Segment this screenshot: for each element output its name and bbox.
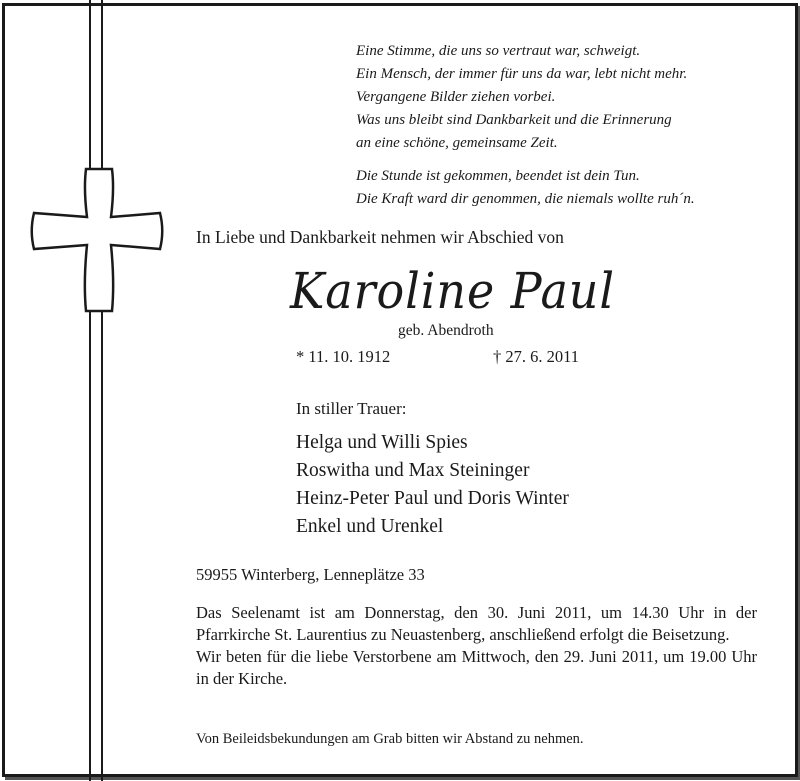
poem-line: Eine Stimme, die uns so vertraut war, schweigt. [356,43,641,59]
mourner: Enkel und Urenkel [296,516,444,537]
service-paragraph: Wir beten für die liebe Verstorbene am Mittwoch, den 29. Juni 2011, um 19.00 Uhr in der Kirche. [196,647,757,688]
vertical-line-right [101,0,103,781]
mourner: Heinz-Peter Paul und Doris Winter [296,488,569,509]
intro-text: In Liebe und Dankbarkeit nehmen wir Abschied von [196,227,564,247]
address: 59955 Winterberg, Lenneplätze 33 [196,565,425,584]
service-paragraph: Das Seelenamt ist am Donnerstag, den 30. Juni 2011, um 14.30 Uhr in der Pfarrkirche St. Laurentius zu Neuastenberg, anschließend erfolgt die Beisetzung. [196,603,757,644]
service-info [196,602,757,690]
mourners-list [296,429,569,541]
poem-line: Die Kraft ward dir genommen, die niemals wollte ruh´n. [356,191,695,207]
poem-line: Was uns bleibt sind Dankbarkeit und die Erinnerung [356,112,672,128]
deceased-name: Karoline Paul [290,262,615,320]
poem-line: Ein Mensch, der immer für uns da war, lebt nicht mehr. [356,66,688,82]
cross-icon [28,165,168,315]
poem [356,40,695,211]
footer-note: Von Beileidsbekundungen am Grab bitten wir Abstand zu nehmen. [196,731,584,747]
vertical-line-left [89,0,91,781]
born-name: geb. Abendroth [398,322,494,339]
poem-line: Die Stunde ist gekommen, beendet ist dein Tun. [356,168,640,184]
mourner: Helga und Willi Spies [296,432,468,453]
poem-line: Vergangene Bilder ziehen vorbei. [356,89,556,105]
mourner: Roswitha und Max Steininger [296,460,530,481]
poem-line: an eine schöne, gemeinsame Zeit. [356,135,558,151]
death-date: † 27. 6. 2011 [493,347,580,366]
mourning-label: In stiller Trauer: [296,399,407,418]
birth-date: * 11. 10. 1912 [296,347,391,366]
